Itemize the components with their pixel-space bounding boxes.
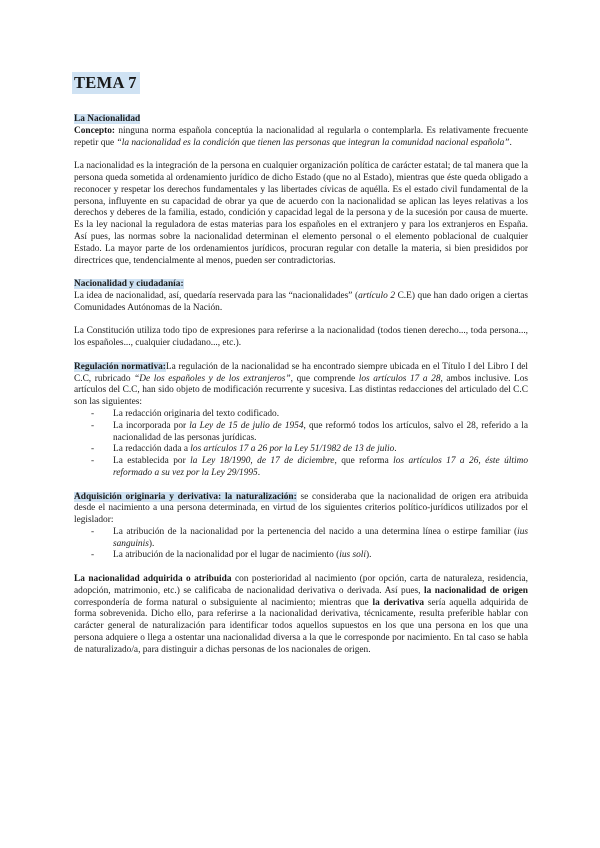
list-item: - La incorporada por la Ley de 15 de julio de 1954, que reformó todos los artículos, salvo el 28, referido a la nacionalidad de las personas jurídicas. xyxy=(74,421,528,445)
list-item: - La atribución de la nacionalidad por la pertenencia del nacido a una determina línea o estirpe familiar (ius sanguinis). xyxy=(74,527,528,551)
criterios-list xyxy=(74,527,528,562)
adquisicion-paragraph: Adquisición originaria y derivativa: la naturalización: se consideraba que la nacionalidad de origen era atribuida desde el nacimiento a una persona determinada, en virtud de los siguientes criterios político-jurídicos utilizados por el legislador: xyxy=(74,491,529,526)
page-title: TEMA 7 xyxy=(72,72,140,94)
naturalizacion-paragraph: La nacionalidad adquirida o atribuida con posterioridad al nacimiento (por opción, carta de naturaleza, residencia, adopción, matrimonio, etc.) se calificaba de nacionalidad derivativa o derivada. Así pues, la nacionalidad de origen correspondería de forma natural o subsiguiente al nacimiento; mientras que la derivativa sería aquella adquirida de forma sobrevenida. Dicho ello, para referirse a la nacionalidad derivativa, técnicamente, resulta preferible hablar con carácter general de naturalización para identificar todos aquellos supuestos en los que una persona en los que una persona adquiere o llega a ostentar una nacionalidad diversa a la que le corresponde por nacimiento. En tal caso se habla de naturalizado/a, para distinguir a dichas personas de los nacionales de origen. xyxy=(74,574,529,655)
constitucion-paragraph: La Constitución utiliza todo tipo de expresiones para referirse a la nacionalidad (todos tienen derecho..., toda persona..., los españoles..., cualquier ciudadano..., etc.). xyxy=(74,326,528,349)
concept-quote: “la nacionalidad es la condición que tienen las personas que integran la comunidad nacional española” xyxy=(116,137,510,148)
section-heading-regulacion: Regulación normativa: xyxy=(74,361,166,372)
ciudadania-paragraph: La idea de nacionalidad, así, quedaría reservada para las “nacionalidades” (artículo 2 C.E) que han dado origen a ciertas Comunidades Autónomas de la Nación. xyxy=(74,290,528,313)
list-item: - La redacción originaria del texto codificado. xyxy=(74,409,528,421)
document-body xyxy=(74,114,528,657)
list-item: - La atribución de la nacionalidad por el lugar de nacimiento (ius soli). xyxy=(74,550,528,562)
concept-label: Concepto: xyxy=(74,125,116,136)
list-item: - La establecida por la Ley 18/1990, de 17 de diciembre, que reforma los artículos 17 a 26, éste último reformado a su vez por la Ley 29/1995. xyxy=(74,456,528,480)
regulacion-paragraph: Regulación normativa:La regulación de la nacionalidad se ha encontrado siempre ubicada en el Título I del Libro I del C.C, rubricado “De los españoles y de los extranjeros”, que comprende los artículos 17 a 28, ambos inclusive. Los artículos del C.C, han sido objeto de modificación recurrente y sucesiva. Las distintas redacciones del articulado del C.C son las siguientes: xyxy=(74,361,529,408)
redacciones-list xyxy=(74,409,528,480)
section-heading-ciudadania: Nacionalidad y ciudadanía: xyxy=(74,279,184,290)
list-item: - La redacción dada a los artículos 17 a 26 por la Ley 51/1982 de 13 de julio. xyxy=(74,444,528,456)
nationality-definition-paragraph: La nacionalidad es la integración de la persona en cualquier organización política de carácter estatal; de tal manera que la persona queda sometida al ordenamiento jurídico de dicho Estado (que no al Estado), mientras que éste queda obligado a reconocer y respetar los derechos fundamentales y las libertades cívicas de aquélla. Es el estado civil fundamental de la persona, influyente en su capacidad de obrar ya que de acuerdo con la nacionalidad se aplican las leyes relativas a los derechos y deberes de la familia, estado, condición y capacidad legal de la persona y de la sucesión por causa de muerte. Es la ley nacional la reguladora de estas materias para los españoles en el extranjero y para los extranjeros en España. Así pues, las normas sobre la nacionalidad determinan el elemento personal o el elemento poblacional de cualquier Estado. La mayor parte de los ordenamientos jurídicos, procuran regular con detalle la materia, si bien presididos por directrices que, tendencialmente al menos, pueden ser contradictorias. xyxy=(74,161,528,266)
concept-paragraph: Concepto: ninguna norma española conceptúa la nacionalidad al regularla o contemplarla. Es relativamente frecuente repetir que “la nacionalidad es la condición que tienen las personas que integran la comunidad nacional española”. xyxy=(74,125,528,148)
section-heading-adquisicion: Adquisición originaria y derivativa: la naturalización: xyxy=(74,491,297,502)
section-heading-nacionalidad: La Nacionalidad xyxy=(74,114,141,124)
